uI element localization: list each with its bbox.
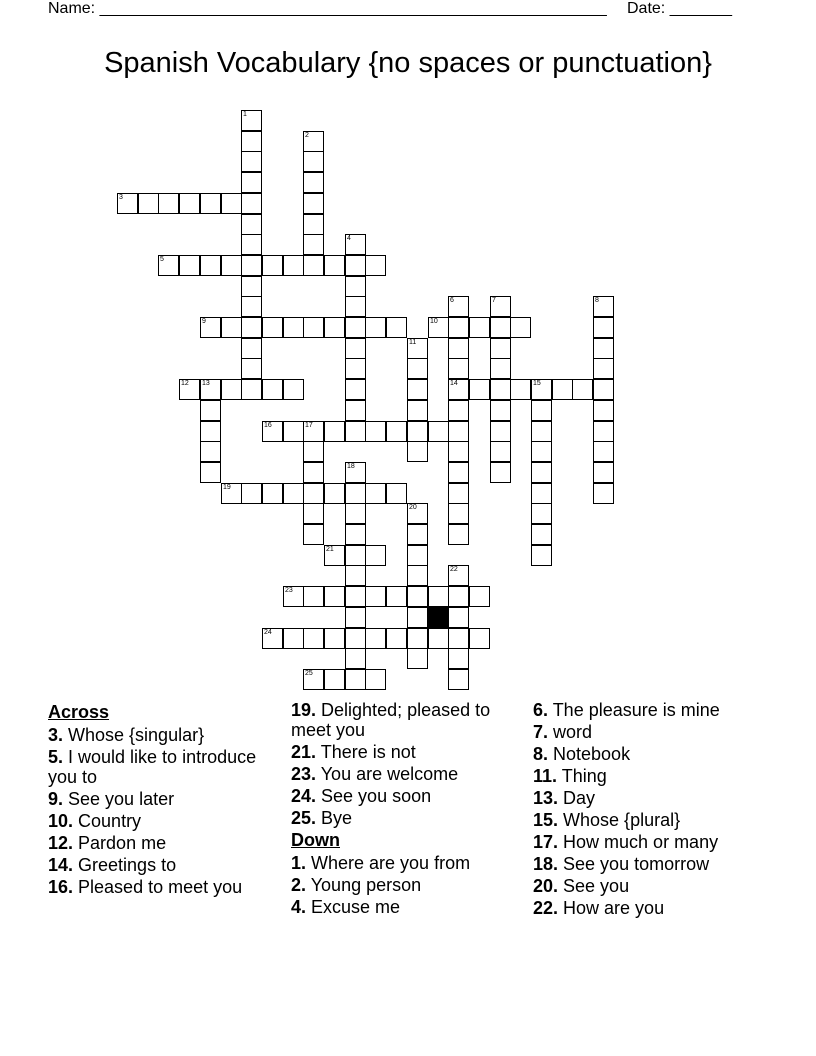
cell-number: 16 — [264, 422, 272, 429]
crossword-cell[interactable] — [241, 379, 262, 400]
crossword-cell[interactable] — [407, 358, 428, 379]
crossword-cell[interactable] — [345, 379, 366, 400]
clue-list-across-2 — [291, 700, 506, 828]
crossword-cell[interactable] — [593, 379, 614, 400]
crossword-cell[interactable] — [179, 379, 200, 400]
crossword-cell[interactable] — [303, 524, 324, 545]
crossword-cell[interactable] — [241, 131, 262, 152]
crossword-cell[interactable] — [345, 317, 366, 338]
crossword-cell[interactable] — [448, 296, 469, 317]
crossword-cell[interactable] — [593, 483, 614, 504]
crossword-cell[interactable] — [593, 441, 614, 462]
crossword-cell[interactable] — [345, 503, 366, 524]
crossword-cell[interactable] — [407, 400, 428, 421]
crossword-cell[interactable] — [324, 483, 345, 504]
clue-number: 22. — [533, 898, 559, 918]
crossword-cell[interactable] — [490, 338, 511, 359]
crossword-cell[interactable] — [179, 255, 200, 276]
crossword-cell[interactable] — [303, 669, 324, 690]
crossword-cell[interactable] — [303, 317, 324, 338]
clue-item — [48, 811, 263, 831]
crossword-cell[interactable] — [365, 545, 386, 566]
crossword-cell[interactable] — [200, 462, 221, 483]
clue-number: 16. — [48, 877, 74, 897]
crossword-cell[interactable] — [200, 255, 221, 276]
cell-number: 8 — [595, 297, 599, 304]
crossword-cell[interactable] — [365, 317, 386, 338]
crossword-cell[interactable] — [241, 214, 262, 235]
crossword-cell[interactable] — [345, 545, 366, 566]
crossword-cell[interactable] — [345, 669, 366, 690]
crossword-cell[interactable] — [407, 607, 428, 628]
cell-number: 18 — [347, 463, 355, 470]
crossword-cell[interactable] — [469, 317, 490, 338]
clue-number: 12. — [48, 833, 74, 853]
crossword-cell[interactable] — [283, 379, 304, 400]
crossword-cell[interactable] — [345, 276, 366, 297]
crossword-cell[interactable] — [303, 503, 324, 524]
clue-item — [48, 747, 263, 787]
clues-column-3 — [533, 700, 748, 920]
clue-item — [533, 700, 748, 720]
cell-number: 5 — [160, 256, 164, 263]
crossword-cell[interactable] — [324, 545, 345, 566]
crossword-cell[interactable] — [345, 524, 366, 545]
crossword-cell[interactable] — [303, 131, 324, 152]
clue-item — [533, 876, 748, 896]
clue-item — [533, 788, 748, 808]
cell-number: 22 — [450, 566, 458, 573]
crossword-cell[interactable] — [469, 379, 490, 400]
clue-number: 2. — [291, 875, 307, 895]
clue-number: 1. — [291, 853, 307, 873]
crossword-cell[interactable] — [117, 193, 138, 214]
crossword-cell[interactable] — [303, 172, 324, 193]
crossword-cell[interactable] — [593, 296, 614, 317]
clue-item — [291, 897, 506, 917]
clue-item — [291, 853, 506, 873]
crossword-cell[interactable] — [221, 317, 242, 338]
clue-item — [48, 725, 263, 745]
crossword-cell[interactable] — [262, 255, 283, 276]
crossword-cell[interactable] — [552, 379, 573, 400]
crossword-cell[interactable] — [490, 296, 511, 317]
crossword-cell[interactable] — [490, 400, 511, 421]
crossword-cell[interactable] — [448, 607, 469, 628]
crossword-cell[interactable] — [407, 586, 428, 607]
crossword-cell[interactable] — [448, 317, 469, 338]
crossword-cell[interactable] — [448, 669, 469, 690]
clue-text: Bye — [316, 808, 353, 828]
clue-text: See you later — [63, 789, 175, 809]
crossword-cell[interactable] — [448, 565, 469, 586]
crossword-cell[interactable] — [345, 648, 366, 669]
cell-number: 1 — [243, 111, 247, 118]
crossword-cell[interactable] — [200, 441, 221, 462]
crossword-cell[interactable] — [283, 421, 304, 442]
crossword-cell[interactable] — [345, 234, 366, 255]
clue-item — [291, 700, 506, 740]
crossword-cell[interactable] — [407, 441, 428, 462]
page-title: Spanish Vocabulary {no spaces or punctuation} — [104, 47, 712, 79]
crossword-cell[interactable] — [221, 483, 242, 504]
crossword-cell[interactable] — [345, 421, 366, 442]
crossword-cell[interactable] — [365, 255, 386, 276]
crossword-cell[interactable] — [241, 317, 262, 338]
crossword-cell[interactable] — [303, 193, 324, 214]
crossword-cell[interactable] — [490, 441, 511, 462]
clue-list-across-1 — [48, 725, 263, 897]
crossword-cell[interactable] — [469, 628, 490, 649]
clue-text: Whose {plural} — [558, 810, 681, 830]
crossword-cell[interactable] — [241, 234, 262, 255]
crossword-cell[interactable] — [510, 317, 531, 338]
clue-text: How are you — [558, 898, 665, 918]
clue-number: 10. — [48, 811, 74, 831]
cell-number: 13 — [202, 380, 210, 387]
crossword-cell[interactable] — [345, 400, 366, 421]
crossword-cell[interactable] — [593, 338, 614, 359]
crossword-cell[interactable] — [407, 421, 428, 442]
clue-number: 23. — [291, 764, 317, 784]
cell-number: 9 — [202, 318, 206, 325]
clue-item — [533, 898, 748, 918]
clue-item — [533, 722, 748, 742]
crossword-cell[interactable] — [324, 669, 345, 690]
crossword-cell[interactable] — [262, 379, 283, 400]
clue-text: Country — [73, 811, 142, 831]
crossword-cell[interactable] — [200, 421, 221, 442]
crossword-cell[interactable] — [531, 441, 552, 462]
crossword-cell[interactable] — [386, 317, 407, 338]
crossword-cell[interactable] — [448, 524, 469, 545]
crossword-cell[interactable] — [345, 338, 366, 359]
clue-number: 5. — [48, 747, 64, 767]
crossword-cell[interactable] — [593, 358, 614, 379]
clue-number: 13. — [533, 788, 559, 808]
crossword-cell[interactable] — [200, 379, 221, 400]
crossword-cell[interactable] — [241, 358, 262, 379]
crossword-cell[interactable] — [241, 172, 262, 193]
clue-number: 3. — [48, 725, 64, 745]
cell-number: 25 — [305, 670, 313, 677]
crossword-cell[interactable] — [345, 607, 366, 628]
clue-item — [533, 810, 748, 830]
crossword-cell[interactable] — [365, 628, 386, 649]
crossword-cell[interactable] — [428, 421, 449, 442]
clue-item — [291, 742, 506, 762]
crossword-cell[interactable] — [407, 545, 428, 566]
crossword-cell[interactable] — [262, 628, 283, 649]
crossword-cell[interactable] — [303, 151, 324, 172]
cell-number: 14 — [450, 380, 458, 387]
clue-text: Day — [558, 788, 596, 808]
cell-number: 24 — [264, 629, 272, 636]
crossword-cell[interactable] — [428, 628, 449, 649]
cell-number: 4 — [347, 235, 351, 242]
clue-number: 25. — [291, 808, 317, 828]
clue-number: 14. — [48, 855, 74, 875]
clue-text: Delighted; pleased to meet you — [291, 700, 491, 740]
crossword-cell[interactable] — [303, 234, 324, 255]
cell-number: 23 — [285, 587, 293, 594]
clue-item — [291, 875, 506, 895]
clue-number: 6. — [533, 700, 549, 720]
clue-text: Pardon me — [73, 833, 167, 853]
crossword-cell[interactable] — [241, 338, 262, 359]
crossword-cell[interactable] — [345, 483, 366, 504]
crossword-cell[interactable] — [428, 317, 449, 338]
crossword-cell[interactable] — [365, 669, 386, 690]
crossword-cell[interactable] — [303, 628, 324, 649]
crossword-cell[interactable] — [428, 586, 449, 607]
down-heading: Down — [291, 830, 340, 850]
crossword-cell[interactable] — [303, 421, 324, 442]
crossword-cell[interactable] — [448, 400, 469, 421]
clue-item — [48, 789, 263, 809]
clues-column-2 — [291, 700, 506, 919]
crossword-cell[interactable] — [386, 483, 407, 504]
crossword-cell[interactable] — [593, 400, 614, 421]
clue-text: There is not — [316, 742, 416, 762]
crossword-cell[interactable] — [531, 462, 552, 483]
clue-item — [291, 786, 506, 806]
clue-number: 11. — [533, 766, 558, 786]
across-heading: Across — [48, 702, 110, 722]
crossword-cell[interactable] — [531, 421, 552, 442]
cell-number: 15 — [533, 380, 541, 387]
crossword-cell[interactable] — [324, 586, 345, 607]
crossword-cell[interactable] — [531, 524, 552, 545]
crossword-cell[interactable] — [241, 151, 262, 172]
clue-number: 20. — [533, 876, 559, 896]
clue-item — [291, 764, 506, 784]
crossword-cell[interactable] — [448, 379, 469, 400]
crossword-cell[interactable] — [407, 503, 428, 524]
clue-number: 7. — [533, 722, 549, 742]
crossword-cell[interactable] — [262, 483, 283, 504]
clue-number: 19. — [291, 700, 317, 720]
cell-number: 17 — [305, 422, 313, 429]
crossword-cell[interactable] — [221, 193, 242, 214]
crossword-cell[interactable] — [365, 483, 386, 504]
crossword-cell[interactable] — [365, 421, 386, 442]
crossword-cell[interactable] — [283, 317, 304, 338]
clue-list-down-2 — [533, 700, 748, 918]
crossword-cell[interactable] — [303, 441, 324, 462]
crossword-cell[interactable] — [448, 462, 469, 483]
cell-number: 6 — [450, 297, 454, 304]
clue-text: word — [548, 722, 593, 742]
clue-number: 18. — [533, 854, 559, 874]
crossword-cell[interactable] — [531, 503, 552, 524]
crossword-cell[interactable] — [448, 483, 469, 504]
crossword-cell[interactable] — [241, 110, 262, 131]
crossword-cell[interactable] — [324, 628, 345, 649]
crossword-cell[interactable] — [241, 296, 262, 317]
crossword-cell[interactable] — [448, 358, 469, 379]
clue-item — [533, 832, 748, 852]
crossword-cell[interactable] — [345, 358, 366, 379]
clue-number: 9. — [48, 789, 64, 809]
date-line: _______ — [669, 0, 732, 17]
crossword-cell[interactable] — [593, 421, 614, 442]
clue-number: 24. — [291, 786, 317, 806]
clue-item — [533, 766, 748, 786]
crossword-cell[interactable] — [158, 255, 179, 276]
crossword-cell[interactable] — [283, 628, 304, 649]
crossword-cell[interactable] — [407, 565, 428, 586]
cell-number: 3 — [119, 194, 123, 201]
crossword-cell[interactable] — [448, 421, 469, 442]
crossword-cell[interactable] — [490, 358, 511, 379]
cell-number: 20 — [409, 504, 417, 511]
crossword-cell[interactable] — [345, 296, 366, 317]
crossword-cell[interactable] — [490, 379, 511, 400]
crossword-cell[interactable] — [593, 462, 614, 483]
crossword-cell[interactable] — [200, 400, 221, 421]
crossword-cell[interactable] — [510, 379, 531, 400]
clue-text: Young person — [306, 875, 422, 895]
crossword-cell[interactable] — [448, 441, 469, 462]
crossword-cell[interactable] — [324, 421, 345, 442]
crossword-cell[interactable] — [241, 193, 262, 214]
crossword-cell[interactable] — [469, 586, 490, 607]
crossword-cell[interactable] — [221, 255, 242, 276]
crossword-cell[interactable] — [386, 628, 407, 649]
crossword-cell[interactable] — [303, 586, 324, 607]
crossword-cell[interactable] — [324, 317, 345, 338]
crossword-cell[interactable] — [572, 379, 593, 400]
clue-text: How much or many — [558, 832, 719, 852]
clue-item — [48, 855, 263, 875]
cell-number: 21 — [326, 546, 334, 553]
crossword-cell[interactable] — [138, 193, 159, 214]
cell-number: 12 — [181, 380, 189, 387]
clue-item — [48, 833, 263, 853]
crossword-cell[interactable] — [241, 255, 262, 276]
cell-number: 11 — [409, 339, 417, 346]
crossword-cell[interactable] — [158, 193, 179, 214]
name-line: _________________________________________________________ — [99, 0, 607, 17]
crossword-cell[interactable] — [448, 503, 469, 524]
clue-number: 8. — [533, 744, 549, 764]
crossword-cell[interactable] — [200, 317, 221, 338]
clue-text: See you soon — [316, 786, 432, 806]
cell-number: 2 — [305, 132, 309, 139]
clue-text: Where are you from — [306, 853, 471, 873]
clue-number: 15. — [533, 810, 559, 830]
crossword-cell[interactable] — [448, 586, 469, 607]
crossword-cell[interactable] — [303, 462, 324, 483]
crossword-cell[interactable] — [262, 421, 283, 442]
crossword-cell[interactable] — [324, 255, 345, 276]
clues-column-1 — [48, 700, 263, 899]
crossword-cell[interactable] — [531, 379, 552, 400]
crossword-cell[interactable] — [221, 379, 242, 400]
cell-number: 19 — [223, 484, 231, 491]
cell-number: 10 — [430, 318, 438, 325]
crossword-cell[interactable] — [593, 317, 614, 338]
clue-number: 17. — [533, 832, 559, 852]
crossword-cell[interactable] — [283, 586, 304, 607]
clue-item — [533, 854, 748, 874]
clue-text: Excuse me — [306, 897, 401, 917]
crossword-black-cell — [428, 607, 449, 628]
clue-list-down-1 — [291, 853, 506, 917]
crossword-cell[interactable] — [448, 338, 469, 359]
date-label: Date: — [627, 0, 666, 17]
crossword-cell[interactable] — [490, 317, 511, 338]
crossword-cell[interactable] — [531, 483, 552, 504]
clue-text: Notebook — [548, 744, 631, 764]
name-label: Name: — [48, 0, 96, 17]
crossword-cell[interactable] — [386, 421, 407, 442]
clue-text: See you tomorrow — [558, 854, 710, 874]
clue-text: Pleased to meet you — [73, 877, 243, 897]
crossword-cell[interactable] — [303, 483, 324, 504]
clue-item — [533, 744, 748, 764]
crossword-cell[interactable] — [407, 524, 428, 545]
crossword-cell[interactable] — [345, 462, 366, 483]
crossword-cell[interactable] — [531, 400, 552, 421]
clue-text: The pleasure is mine — [548, 700, 720, 720]
crossword-cell[interactable] — [531, 545, 552, 566]
crossword-cell[interactable] — [407, 338, 428, 359]
crossword-cell[interactable] — [179, 193, 200, 214]
crossword-cell[interactable] — [448, 628, 469, 649]
clue-item — [291, 808, 506, 828]
crossword-cell[interactable] — [365, 586, 386, 607]
clue-text: Whose {singular} — [63, 725, 205, 745]
crossword-cell[interactable] — [490, 462, 511, 483]
clue-text: Thing — [557, 766, 607, 786]
crossword-cell[interactable] — [407, 379, 428, 400]
crossword-cell[interactable] — [283, 483, 304, 504]
clue-text: Greetings to — [73, 855, 177, 875]
crossword-cell[interactable] — [200, 193, 221, 214]
crossword-cell[interactable] — [345, 586, 366, 607]
cell-number: 7 — [492, 297, 496, 304]
crossword-cell[interactable] — [303, 255, 324, 276]
crossword-cell[interactable] — [241, 483, 262, 504]
crossword-cell[interactable] — [448, 648, 469, 669]
crossword-cell[interactable] — [262, 317, 283, 338]
crossword-cell[interactable] — [241, 276, 262, 297]
clue-number: 4. — [291, 897, 307, 917]
clue-number: 21. — [291, 742, 317, 762]
crossword-cell[interactable] — [283, 255, 304, 276]
crossword-cell[interactable] — [345, 628, 366, 649]
crossword-cell[interactable] — [345, 255, 366, 276]
clue-item — [48, 877, 263, 897]
crossword-cell[interactable] — [386, 586, 407, 607]
crossword-cell[interactable] — [407, 628, 428, 649]
crossword-cell[interactable] — [490, 421, 511, 442]
clue-text: You are welcome — [316, 764, 459, 784]
clue-text: See you — [558, 876, 630, 896]
crossword-cell[interactable] — [303, 214, 324, 235]
clue-text: I would like to introduce you to — [48, 747, 257, 787]
crossword-cell[interactable] — [407, 648, 428, 669]
crossword-cell[interactable] — [345, 565, 366, 586]
